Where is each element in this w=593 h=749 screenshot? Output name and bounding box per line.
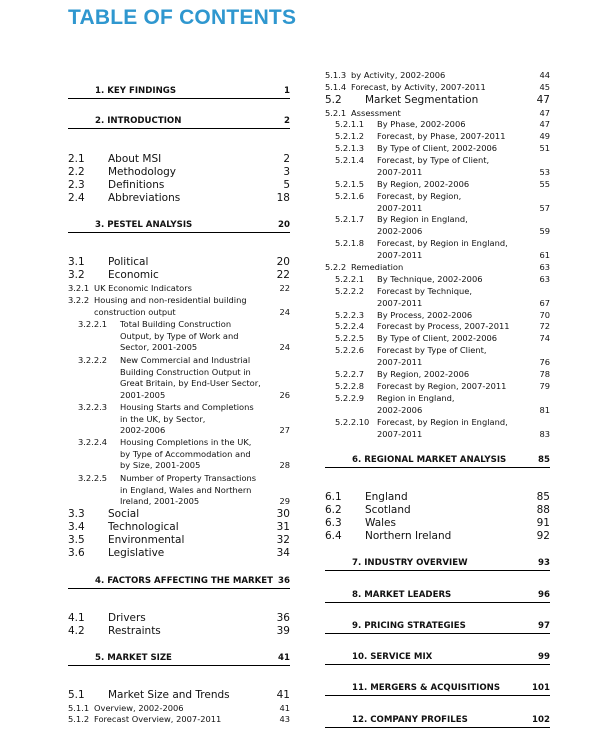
section-heading-label: 5. MARKET SIZE [95, 653, 172, 663]
entry-number: 5.2.1 [325, 108, 347, 118]
page-number: 96 [538, 590, 550, 600]
page-number: 24 [279, 342, 290, 352]
page-number: 18 [276, 192, 290, 204]
entry-title: Region in England, 2002-2006 [377, 393, 455, 415]
entry-number: 5.2.2 [325, 262, 347, 272]
entry-title: Market Size and Trends [108, 689, 230, 701]
entry-number: 5.2 [325, 94, 342, 106]
page-number: 49 [539, 131, 550, 141]
entry-number: 4.1 [68, 612, 85, 624]
entry-number: 2.4 [68, 192, 85, 204]
page-number: 72 [539, 321, 550, 331]
entry-number: 3.2.1 [68, 283, 90, 293]
entry-number: 5.1.2 [68, 714, 90, 724]
entry-number: 5.2.1.5 [335, 179, 365, 189]
page-number: 44 [539, 70, 550, 80]
page-number: 47 [539, 108, 550, 118]
page-number: 2 [283, 153, 290, 165]
entry-number: 3.4 [68, 521, 85, 533]
entry-number: 3.2.2.2 [78, 355, 108, 365]
entry-title: Northern Ireland [365, 530, 452, 542]
page-number: 41 [276, 689, 290, 701]
toc-section-heading[interactable] [68, 575, 290, 589]
page-number: 47 [539, 119, 550, 129]
entry-number: 5.2.1.4 [335, 155, 365, 165]
page-number: 99 [538, 652, 550, 662]
entry-number: 5.2.2.1 [335, 274, 365, 284]
page-number: 85 [536, 491, 550, 503]
section-heading-label: 9. PRICING STRATEGIES [352, 621, 466, 631]
page-number: 39 [276, 625, 290, 637]
page-number: 30 [276, 508, 290, 520]
entry-title: Forecast Overview, 2007-2011 [94, 714, 222, 724]
page-number: 41 [278, 653, 290, 663]
page-number: 79 [539, 381, 550, 391]
entry-title: Environmental [108, 534, 185, 546]
entry-title: Forecast by Type of Client, 2007-2011 [377, 345, 487, 367]
page-number: 32 [276, 534, 290, 546]
page-number: 45 [539, 82, 550, 92]
page-number: 93 [538, 558, 550, 568]
section-heading-label: 3. PESTEL ANALYSIS [95, 220, 193, 230]
entry-title: Methodology [108, 166, 177, 178]
entry-number: 5.2.2.3 [335, 310, 365, 320]
entry-number: 5.1.1 [68, 703, 90, 713]
entry-title: Political [108, 256, 149, 268]
entry-number: 6.3 [325, 517, 342, 529]
entry-number: 5.2.1.3 [335, 143, 365, 153]
page-number: 41 [279, 703, 290, 713]
entry-title: Remediation [351, 262, 404, 272]
entry-number: 5.2.1.2 [335, 131, 365, 141]
page-number: 20 [276, 256, 290, 268]
entry-number: 2.3 [68, 179, 85, 191]
page-number: 51 [539, 143, 550, 153]
toc-section-heading[interactable] [325, 557, 550, 571]
section-heading-label: 7. INDUSTRY OVERVIEW [352, 558, 468, 568]
entry-title: UK Economic Indicators [94, 283, 192, 293]
page-number: 83 [539, 428, 550, 439]
entry-title: Forecast, by Region, 2007-2011 [377, 191, 462, 213]
section-heading-label: 10. SERVICE MIX [352, 652, 433, 662]
page-number: 47 [536, 94, 550, 106]
entry-title: Overview, 2002-2006 [94, 703, 184, 713]
page-number: 29 [279, 496, 290, 506]
page-number: 31 [276, 521, 290, 533]
page-number: 36 [278, 576, 290, 586]
entry-title: Housing Starts and Completions in the UK, by Sector, 2002-2006 [120, 402, 254, 435]
entry-number: 3.5 [68, 534, 85, 546]
page-number: 34 [276, 547, 290, 559]
entry-title: Forecast by Technique, 2007-2011 [377, 286, 472, 308]
section-heading-label: 4. FACTORS AFFECTING THE MARKET [95, 576, 274, 586]
page-title: TABLE OF CONTENTS [68, 6, 297, 29]
entry-title: By Phase, 2002-2006 [377, 119, 466, 129]
entry-title: By Region, 2002-2006 [377, 179, 470, 189]
entry-title: Forecast, by Type of Client, 2007-2011 [377, 155, 490, 177]
entry-number: 6.2 [325, 504, 342, 516]
page-number: 102 [532, 715, 550, 725]
entry-number: 3.2.2 [68, 295, 90, 305]
page-number: 70 [539, 310, 550, 320]
entry-title: By Region, 2002-2006 [377, 369, 470, 379]
toc-section-heading[interactable] [325, 714, 550, 728]
entry-title: Forecast by Process, 2007-2011 [377, 321, 510, 331]
entry-title: Drivers [108, 612, 146, 624]
section-heading-label: 2. INTRODUCTION [95, 116, 182, 126]
entry-title: Scotland [365, 504, 411, 516]
entry-title: Definitions [108, 179, 165, 191]
page-number: 24 [279, 306, 290, 317]
page-number: 22 [279, 283, 290, 293]
toc-section-heading[interactable] [325, 589, 550, 603]
toc-section-heading[interactable] [325, 651, 550, 665]
entry-number: 4.2 [68, 625, 85, 637]
entry-title: Abbreviations [108, 192, 181, 204]
entry-number: 5.2.2.4 [335, 321, 365, 331]
entry-number: 5.1 [68, 689, 85, 701]
entry-number: 5.2.2.8 [335, 381, 365, 391]
page-number: 1 [284, 86, 290, 96]
entry-number: 3.2.2.4 [78, 437, 108, 447]
page-number: 61 [539, 249, 550, 260]
entry-number: 5.2.1.6 [335, 191, 365, 201]
entry-title: Forecast, by Region in England, 2007-2011 [377, 417, 508, 439]
entry-title: Market Segmentation [365, 94, 479, 106]
toc-section-heading[interactable] [325, 620, 550, 634]
toc-section-heading[interactable] [325, 454, 550, 468]
page-number: 101 [532, 683, 550, 693]
page-number: 91 [536, 517, 550, 529]
toc-section-heading[interactable] [68, 219, 290, 233]
entry-title: Technological [108, 521, 179, 533]
toc-section-heading[interactable] [68, 652, 290, 666]
entry-title: Restraints [108, 625, 161, 637]
page-number: 28 [279, 460, 290, 470]
page-number: 53 [539, 166, 550, 177]
entry-title: Forecast, by Region in England, 2007-2011 [377, 238, 508, 260]
entry-number: 6.1 [325, 491, 342, 503]
section-heading-label: 12. COMPANY PROFILES [352, 715, 468, 725]
entry-number: 3.6 [68, 547, 85, 559]
entry-number: 2.2 [68, 166, 85, 178]
entry-title: Legislative [108, 547, 165, 559]
entry-title: By Type of Client, 2002-2006 [377, 333, 498, 343]
entry-title: Economic [108, 269, 159, 281]
entry-title: Wales [365, 517, 396, 529]
entry-title: Forecast, by Activity, 2007-2011 [351, 82, 486, 92]
page-number: 27 [279, 425, 290, 435]
entry-number: 3.2 [68, 269, 85, 281]
page-number: 2 [284, 116, 290, 126]
entry-number: 3.2.2.1 [78, 319, 108, 329]
page-number: 74 [539, 333, 550, 343]
page-number: 92 [536, 530, 550, 542]
page-number: 78 [539, 369, 550, 379]
page-number: 36 [276, 612, 290, 624]
entry-number: 5.2.2.7 [335, 369, 365, 379]
toc-section-heading[interactable] [68, 115, 290, 129]
section-heading-label: 8. MARKET LEADERS [352, 590, 452, 600]
entry-title: New Commercial and Industrial Building Construction Output in Great Britain, by End-User Sector, 2001-2005 [120, 355, 261, 400]
entry-number: 5.2.2.2 [335, 286, 365, 296]
section-heading-label: 6. REGIONAL MARKET ANALYSIS [352, 455, 507, 465]
page-number: 97 [538, 621, 550, 631]
page-number: 63 [539, 262, 550, 272]
entry-number: 5.2.1.1 [335, 119, 365, 129]
entry-title: Number of Property Transactions in England, Wales and Northern Ireland, 2001-2005 [120, 473, 257, 506]
page-number: 3 [283, 166, 290, 178]
page-number: 81 [539, 404, 550, 415]
page-number: 85 [538, 455, 550, 465]
page-number: 43 [279, 714, 290, 724]
entry-title: By Process, 2002-2006 [377, 310, 473, 320]
entry-number: 3.3 [68, 508, 85, 520]
entry-title: About MSI [108, 153, 162, 165]
page-number: 55 [539, 179, 550, 189]
toc-section-heading[interactable] [68, 85, 290, 99]
entry-number: 6.4 [325, 530, 342, 542]
entry-number: 5.2.1.8 [335, 238, 365, 248]
entry-title: Housing Completions in the UK, by Type of Accommodation and by Size, 2001-2005 [120, 437, 252, 470]
entry-title: By Type of Client, 2002-2006 [377, 143, 498, 153]
page-number: 57 [539, 202, 550, 213]
entry-title: Forecast, by Phase, 2007-2011 [377, 131, 506, 141]
section-heading-label: 1. KEY FINDINGS [95, 86, 177, 96]
entry-title: Forecast by Region, 2007-2011 [377, 381, 507, 391]
entry-number: 5.2.2.10 [335, 417, 370, 427]
entry-number: 5.2.1.7 [335, 214, 365, 224]
page-number: 59 [539, 225, 550, 236]
section-heading-label: 11. MERGERS & ACQUISITIONS [352, 683, 501, 693]
entry-number: 3.2.2.3 [78, 402, 108, 412]
entry-number: 5.2.2.5 [335, 333, 365, 343]
page-number: 88 [536, 504, 550, 516]
page-number: 67 [539, 297, 550, 308]
entry-number: 3.1 [68, 256, 85, 268]
entry-title: By Region in England, 2002-2006 [377, 214, 468, 236]
toc-section-heading[interactable] [325, 682, 550, 696]
entry-title: Housing and non-residential building construction output [94, 295, 247, 317]
entry-number: 2.1 [68, 153, 85, 165]
entry-number: 5.2.2.9 [335, 393, 365, 403]
entry-title: by Activity, 2002-2006 [351, 70, 446, 80]
entry-title: England [365, 491, 408, 503]
entry-number: 3.2.2.5 [78, 473, 108, 483]
entry-title: Total Building Construction Output, by Type of Work and Sector, 2001-2005 [120, 319, 239, 352]
page-number: 26 [279, 389, 290, 400]
entry-title: Assessment [351, 108, 401, 118]
page-number: 22 [276, 269, 290, 281]
page-number: 63 [539, 274, 550, 284]
entry-title: By Technique, 2002-2006 [377, 274, 483, 284]
entry-number: 5.2.2.6 [335, 345, 365, 355]
page-number: 76 [539, 356, 550, 367]
page-number: 20 [278, 220, 290, 230]
entry-title: Social [108, 508, 140, 520]
entry-number: 5.1.4 [325, 82, 347, 92]
page-number: 5 [283, 179, 290, 191]
entry-number: 5.1.3 [325, 70, 347, 80]
